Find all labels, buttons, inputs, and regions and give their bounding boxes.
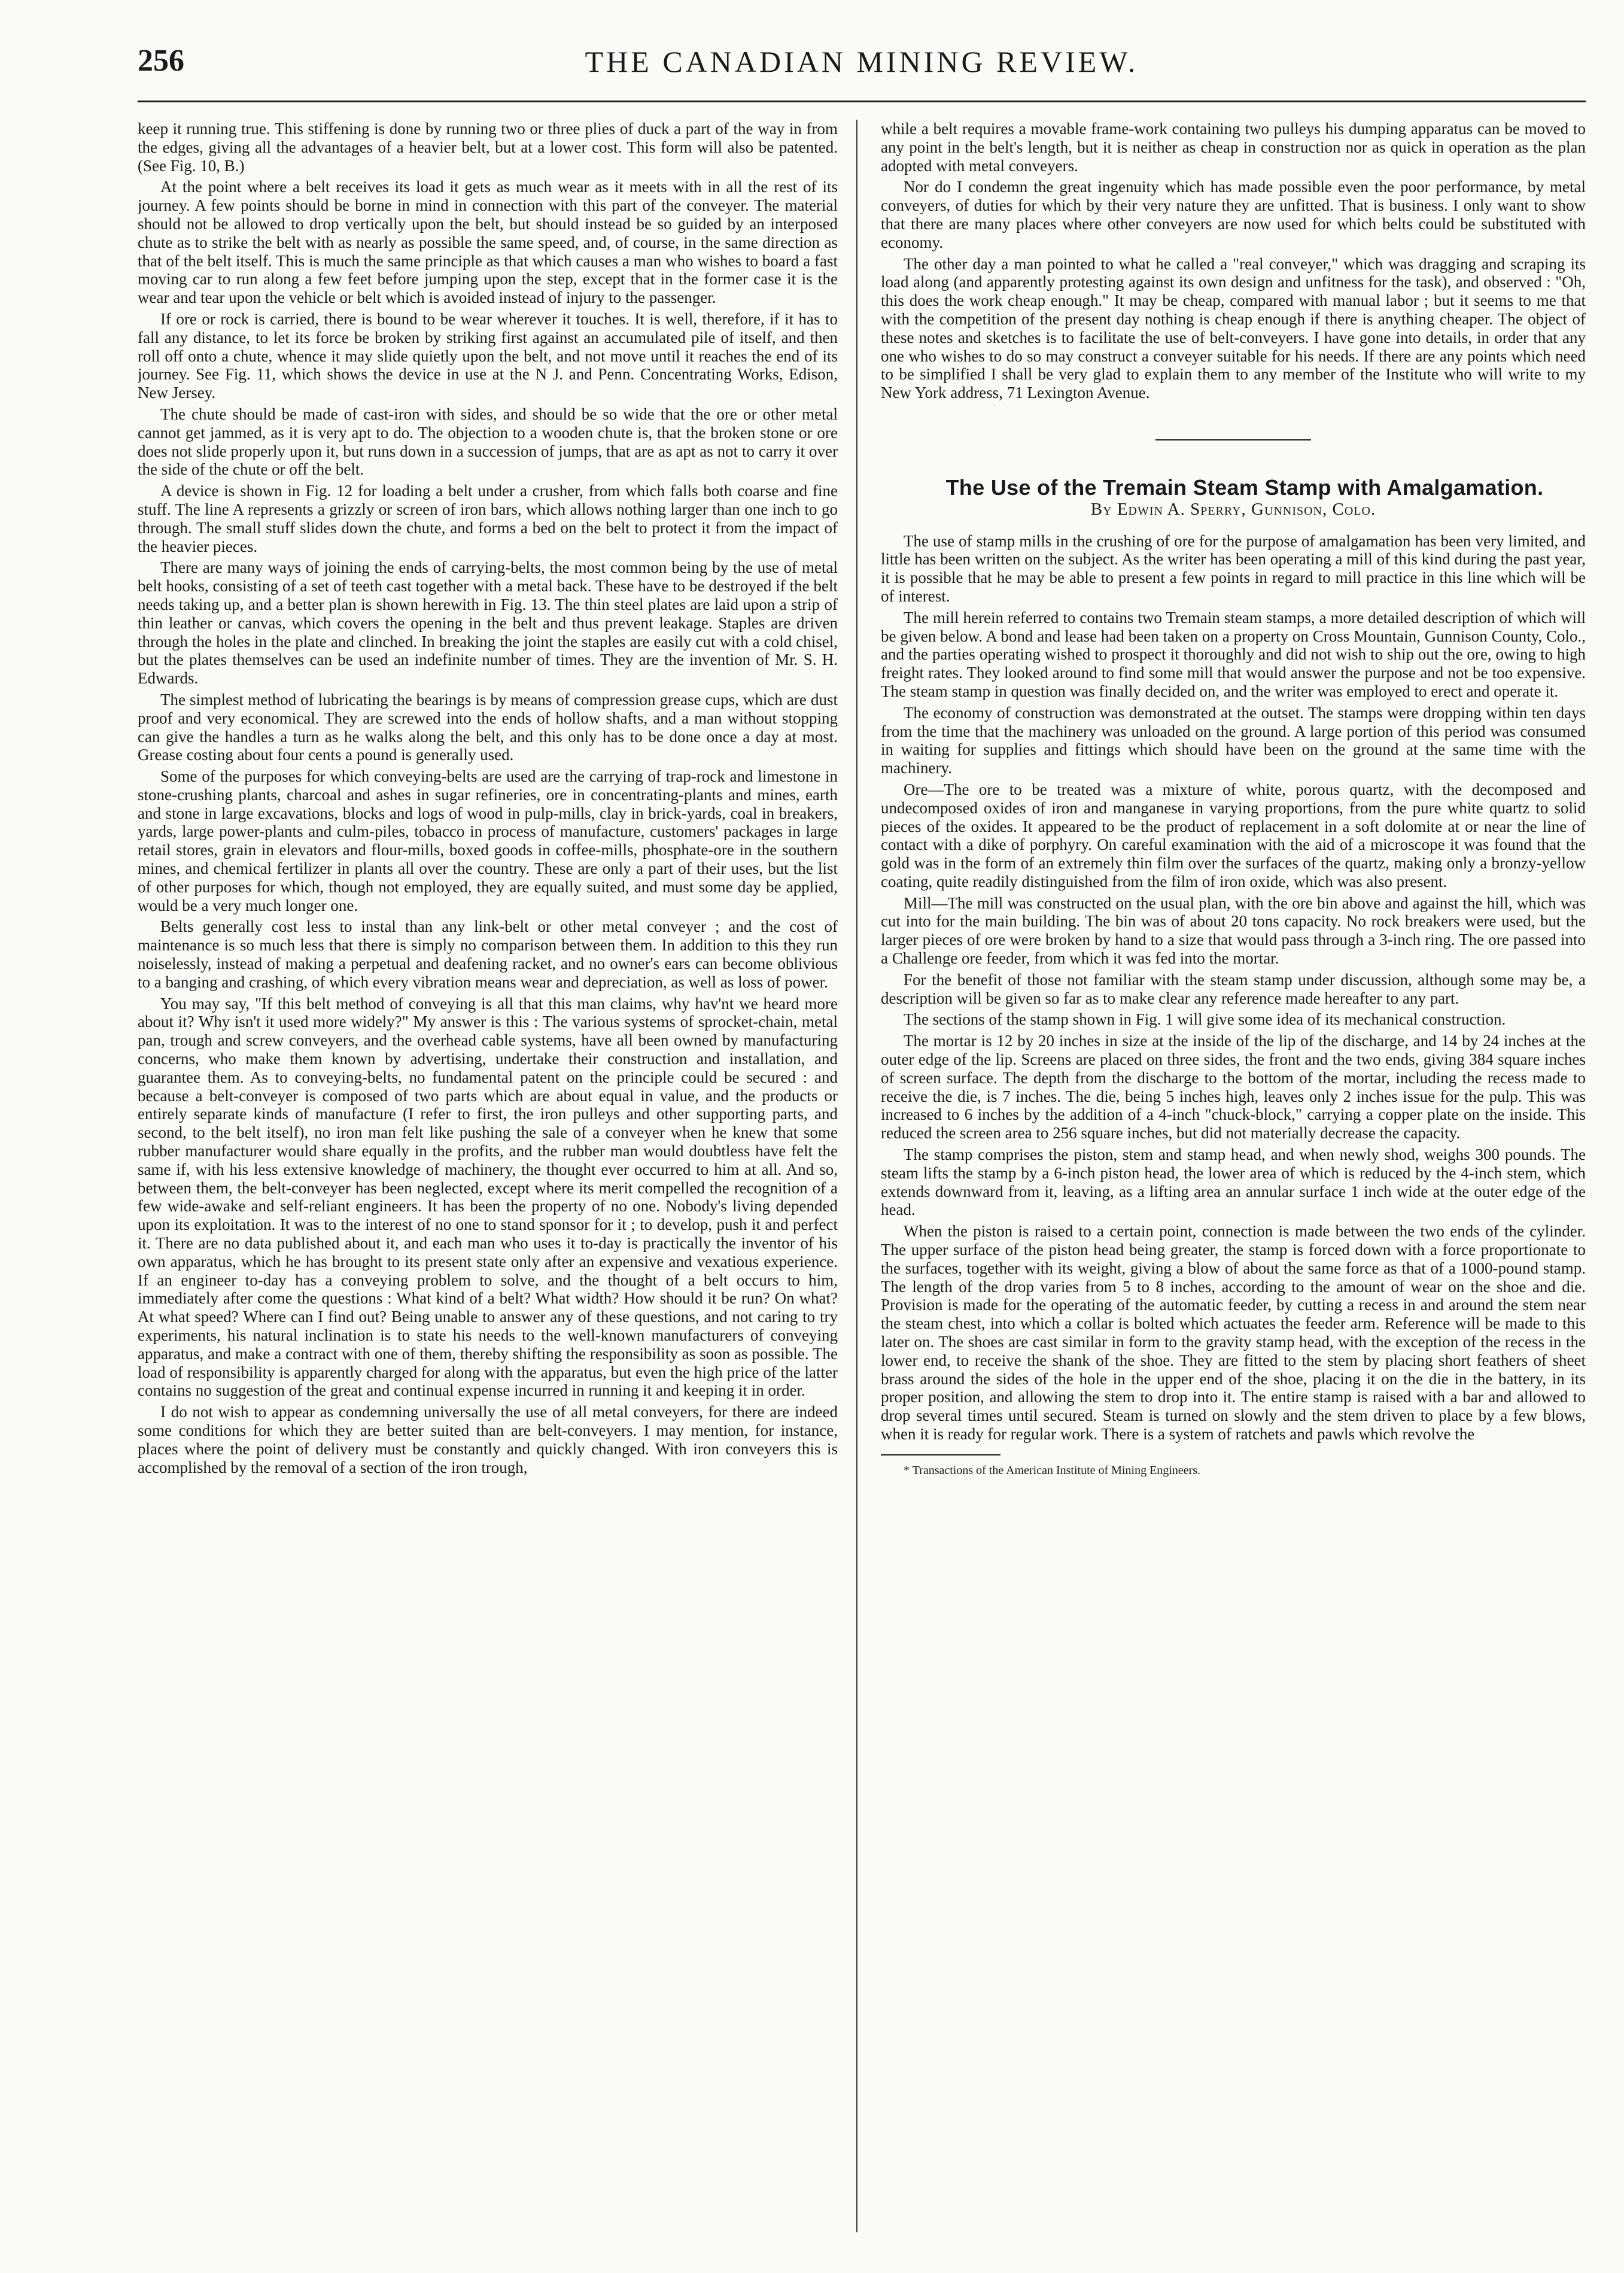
paragraph: I do not wish to appear as condemning universally the use of all metal conveyers, for there are indeed some conditions for which they are better suited than are belt-conveyers. I may mention, for instance, places where the point of delivery must be constantly and quickly changed. With iron conveyers this is accomplished by the removal of a section of the iron trough, xyxy=(138,1403,838,1476)
footnote: * Transactions of the American Institute of Mining Engineers. xyxy=(904,1463,1201,1477)
left-column xyxy=(138,120,838,2250)
paragraph: Ore—The ore to be treated was a mixture of white, porous quartz, with the decomposed and undecomposed oxides of iron and manganese in varying proportions, from the pure white quartz to solid pieces of the oxides. It appeared to be the product of replacement in a soft dolomite at or near the line of contact with a dike of porphyry. On careful examination with the aid of a microscope it was found that the gold was in the form of an extremely thin film over the surfaces of the quartz, making only a bronzy-yellow coating, quite readily distinguished from the film of iron oxide, which was also present. xyxy=(881,780,1586,891)
paragraph: The other day a man pointed to what he called a "real conveyer," which was dragging and scraping its load along (and apparently protesting against its own design and unfitness for the task), and observed : "Oh, this does the work cheap enough." It may be cheap, compared with manual labor ; but it seems to me that with the competition of the present day nothing is cheap enough if there is anything cheaper. The object of these notes and sketches is to facilitate the use of belt-conveyers. I have gone into details, in order that any one who wishes to do so may construct a conveyer suitable for his needs. If there are any points which need to be simplified I shall be very glad to explain them to any member of the Institute who will write to my New York address, 71 Lexington Avenue. xyxy=(881,254,1586,402)
paragraph: Some of the purposes for which conveying-belts are used are the carrying of trap-rock and limestone in stone-crushing plants, charcoal and ashes in sugar refineries, ore in concentrating-plants and mines, earth and stone in large excavations, blocks and logs of wood in pulp-mills, clay in brick-yards, coal in breakers, yards, large power-plants and culm-piles, tobacco in process of manufacture, customers' packages in large retail stores, grain in elevators and flour-mills, boxed goods in coffee-mills, phosphate-ore in the southern mines, and chemical fertilizer in plants all over the country. These are only a part of their uses, but the list of other purposes for which, though not employed, they are equally suited, and must some day be applied, would be a very much longer one. xyxy=(138,767,838,914)
article-byline: By Edwin A. Sperry, Gunnison, Colo. xyxy=(1090,499,1376,519)
column-divider xyxy=(856,120,857,2232)
paragraph: The use of stamp mills in the crushing of ore for the purpose of amalgamation has been very limited, and little has been written on the subject. As the writer has been operating a mill of this kind during the past year, it is possible that he may be able to present a few points in regard to mill practice in this line which will be of interest. xyxy=(881,531,1586,605)
paragraph: while a belt requires a movable frame-work containing two pulleys his dumping apparatus can be moved to any point in the belt's length, but it is neither as cheap in construction nor as quick in operation as the plan adopted with metal conveyers. xyxy=(881,120,1586,175)
paragraph: The simplest method of lubricating the bearings is by means of compression grease cups, which are dust proof and very economical. They are screwed into the ends of hollow shafts, and a man without stopping can give the handles a turn as he walks along the belt, and this only has to be done once a day at most. Grease costing about four cents a pound is generally used. xyxy=(138,690,838,764)
paragraph: When the piston is raised to a certain point, connection is made between the two ends of the cylinder. The upper surface of the piston head being greater, the stamp is forced down with a force proportionate to the surfaces, together with its weight, giving a blow of about the same force as that of a 1000-pound stamp. The length of the drop varies from 5 to 8 inches, according to the amount of wear on the shoe and die. Provision is made for the operating of the automatic feeder, by cutting a recess in and around the stem near the steam chest, into which a collar is bolted which actuates the feeder arm. Reference will be made to this later on. The shoes are cast similar in form to the gravity stamp head, with the exception of the recess in the lower end, to receive the shank of the shoe. They are fitted to the stem by placing short feathers of sheet brass around the sides of the hole in the upper end of the shoe, placing it on the die in the battery, in its proper position, and allowing the stem to drop into it. The entire stamp is raised with a bar and allowed to drop several times until secured. Steam is turned on slowly and the stem driven to place by a few blows, when it is ready for regular work. There is a system of ratchets and pawls which revolve the xyxy=(881,1222,1586,1443)
journal-title: THE CANADIAN MINING REVIEW. xyxy=(585,45,1139,78)
paragraph: If ore or rock is carried, there is bound to be wear wherever it touches. It is well, therefore, if it has to fall any distance, to let its force be broken by striking first against an accumulated pile of itself, and then roll off onto a chute, whence it may slide quietly upon the belt, and not move until it reaches the end of its journey. See Fig. 11, which shows the device in use at the N J. and Penn. Concentrating Works, Edison, New Jersey. xyxy=(138,309,838,402)
right-column xyxy=(881,120,1586,2250)
paragraph: Belts generally cost less to instal than any link-belt or other metal conveyer ; and the cost of maintenance is so much less that there is simply no comparison between them. In addition to this they run noiselessly, instead of making a perpetual and deafening racket, and no owner's ears can become oblivious to a banging and crashing, of which every vibration means wear and depreciation, as well as loss of power. xyxy=(138,917,838,991)
paragraph: For the benefit of those not familiar with the steam stamp under discussion, although some may be, a description will be given so far as to make clear any reference made hereafter to any part. xyxy=(881,970,1586,1007)
page-number: 256 xyxy=(138,44,184,78)
paragraph: The sections of the stamp shown in Fig. 1 will give some idea of its mechanical construction. xyxy=(904,1010,1506,1029)
page-header xyxy=(138,43,1586,91)
paragraph: At the point where a belt receives its load it gets as much wear as it meets with in all the rest of its journey. A few points should be borne in mind in connection with this part of the conveyer. The material should not be allowed to drop vertically upon the belt, but should instead be so guided by an interposed chute as to strike the belt with as nearly as possible the same speed, and, of course, in the same direction as that of the belt itself. This is much the same principle as that which causes a man who wishes to board a fast moving car to run along a few feet before jumping upon the step, except that in the former case it is the wear and tear upon the vehicle or belt which is avoided instead of injury to the passenger. xyxy=(138,178,838,307)
paragraph: The stamp comprises the piston, stem and stamp head, and when newly shod, weighs 300 pounds. The steam lifts the stamp by a 6-inch piston head, the lower area of which is reduced by the 4-inch stem, which extends downward from it, leaving, as a lifting area an annular surface 1 inch wide at the outer edge of the head. xyxy=(881,1145,1586,1219)
paragraph: The chute should be made of cast-iron with sides, and should be so wide that the ore or other metal cannot get jammed, as it is very apt to do. The objection to a wooden chute is, that the broken stone or ore does not slide properly upon it, but runs down in a succession of jumps, that are as apt as not to carry it over the side of the chute or off the belt. xyxy=(138,405,838,479)
header-rule xyxy=(138,101,1586,102)
paragraph: Mill—The mill was constructed on the usual plan, with the ore bin above and against the hill, which was cut into for the main building. The bin was of about 20 tons capacity. No rock breakers were used, but the larger pieces of ore were broken by hand to a size that would pass through a 3-inch ring. The ore passed into a Challenge ore feeder, from which it was fed into the mortar. xyxy=(881,894,1586,968)
paragraph: keep it running true. This stiffening is done by running two or three plies of duck a part of the way in from the edges, giving all the advantages of a heavier belt, but at a lower cost. This form will also be patented. (See Fig. 10, B.) xyxy=(138,120,838,175)
paragraph: You may say, "If this belt method of conveying is all that this man claims, why hav'nt we heard more about it? Why isn't it used more widely?" My answer is this : The various systems of sprocket-chain, metal pan, trough and screw conveyers, and the overhead cable systems, have all been owned by manufacturing concerns, who make them known by advertising, undertake their construction and installation, and guarantee them. As to conveying-belts, no fundamental patent on the principle could be secured : and because a belt-conveyer is composed of two parts which are about equal in value, and the products or entirely separate kinds of manufacture (I refer to first, the iron pulleys and other supporting parts, and second, to the belt itself), no iron man felt like pushing the sale of a conveyer when he knew that some rubber manufacturer would share equally in the profits, and the rubber man would doubtless have felt the same if, with his less extensive knowledge of machinery, the thought ever occurred to him at all. And so, between them, the belt-conveyer has been neglected, except where its merit compelled the recognition of a few wide-awake and self-reliant engineers. It has been the property of no one. Nobody's living depended upon its exploitation. It was to the interest of no one to stand sponsor for it ; to develop, push it and perfect it. There are no data published about it, and each man who uses it to-day is practically the inventor of his own apparatus, which he has brought to its present state only after an expensive and vexatious experience. If an engineer to-day has a conveying problem to solve, and the thought of a belt occurs to him, immediately after come the questions : What kind of a belt? What width? How should it be run? On what? At what speed? Where can I find out? Being unable to answer any of these questions, and not caring to try experiments, his natural inclination is to state his needs to the well-known manufacturers of conveying apparatus, and make a contract with one of them, thereby shifting the responsibility as soon as possible. The load of responsibility is apparently charged for along with the apparatus, but even the high price of the latter contains no suggestion of the great and continual expense incurred in running it and keeping it in order. xyxy=(138,994,838,1400)
paragraph: The mill herein referred to contains two Tremain steam stamps, a more detailed description of which will be given below. A bond and lease had been taken on a property on Cross Mountain, Gunnison County, Colo., and the parties operating wished to prospect it thoroughly and did not wish to ship out the ore, owing to high freight rates. They looked around to find some mill that would answer the purpose and not be too expensive. The steam stamp in question was finally decided on, and the writer was employed to erect and operate it. xyxy=(881,608,1586,700)
section-separator xyxy=(1155,439,1311,440)
article-title: The Use of the Tremain Steam Stamp with Amalgamation. xyxy=(945,475,1544,500)
paragraph: The mortar is 12 by 20 inches in size at the inside of the lip of the discharge, and 14 by 24 inches at the outer edge of the lip. Screens are placed on three sides, the front and the two ends, giving 384 square inches of screen surface. The depth from the discharge to the bottom of the mortar, including the recess made to receive the die, is 7 inches. The die, being 5 inches high, leaves only 2 inches issue for the pulp. This was increased to 6 inches by the addition of a 4-inch "chuck-block," carrying a copper plate on the inside. This reduced the screen area to 256 square inches, but did not materially decrease the capacity. xyxy=(881,1032,1586,1142)
paragraph: The economy of construction was demonstrated at the outset. The stamps were dropping within ten days from the time that the machinery was unloaded on the ground. A large portion of this period was consumed in waiting for supplies and fittings which should have been on the ground at the same time with the machinery. xyxy=(881,703,1586,777)
paragraph: There are many ways of joining the ends of carrying-belts, the most common being by the use of metal belt hooks, consisting of a set of teeth cast together with a metal back. These have to be destroyed if the belt needs taking up, and a better plan is shown herewith in Fig. 13. The thin steel plates are laid upon a strip of thin leather or canvas, which covers the opening in the belt and thus prevent leakage. Staples are driven through the holes in the plate and clinched. In breaking the joint the staples are easily cut with a cold chisel, but the plates themselves can be used an indefinite number of times. They are the invention of Mr. S. H. Edwards. xyxy=(138,558,838,688)
paragraph: A device is shown in Fig. 12 for loading a belt under a crusher, from which falls both coarse and fine stuff. The line A represents a grizzly or screen of iron bars, which allows nothing larger than one inch to go through. The small stuff slides down the chute, and forms a bed on the belt to protect it from the impact of the heavier pieces. xyxy=(138,482,838,555)
paragraph: Nor do I condemn the great ingenuity which has made possible even the poor performance, by metal conveyers, of duties for which by their very nature they are unfitted. That is business. I only want to show that there are many places where other conveyers are now used for which belts could be substituted with economy. xyxy=(881,178,1586,251)
footnote-rule xyxy=(881,1454,1000,1455)
